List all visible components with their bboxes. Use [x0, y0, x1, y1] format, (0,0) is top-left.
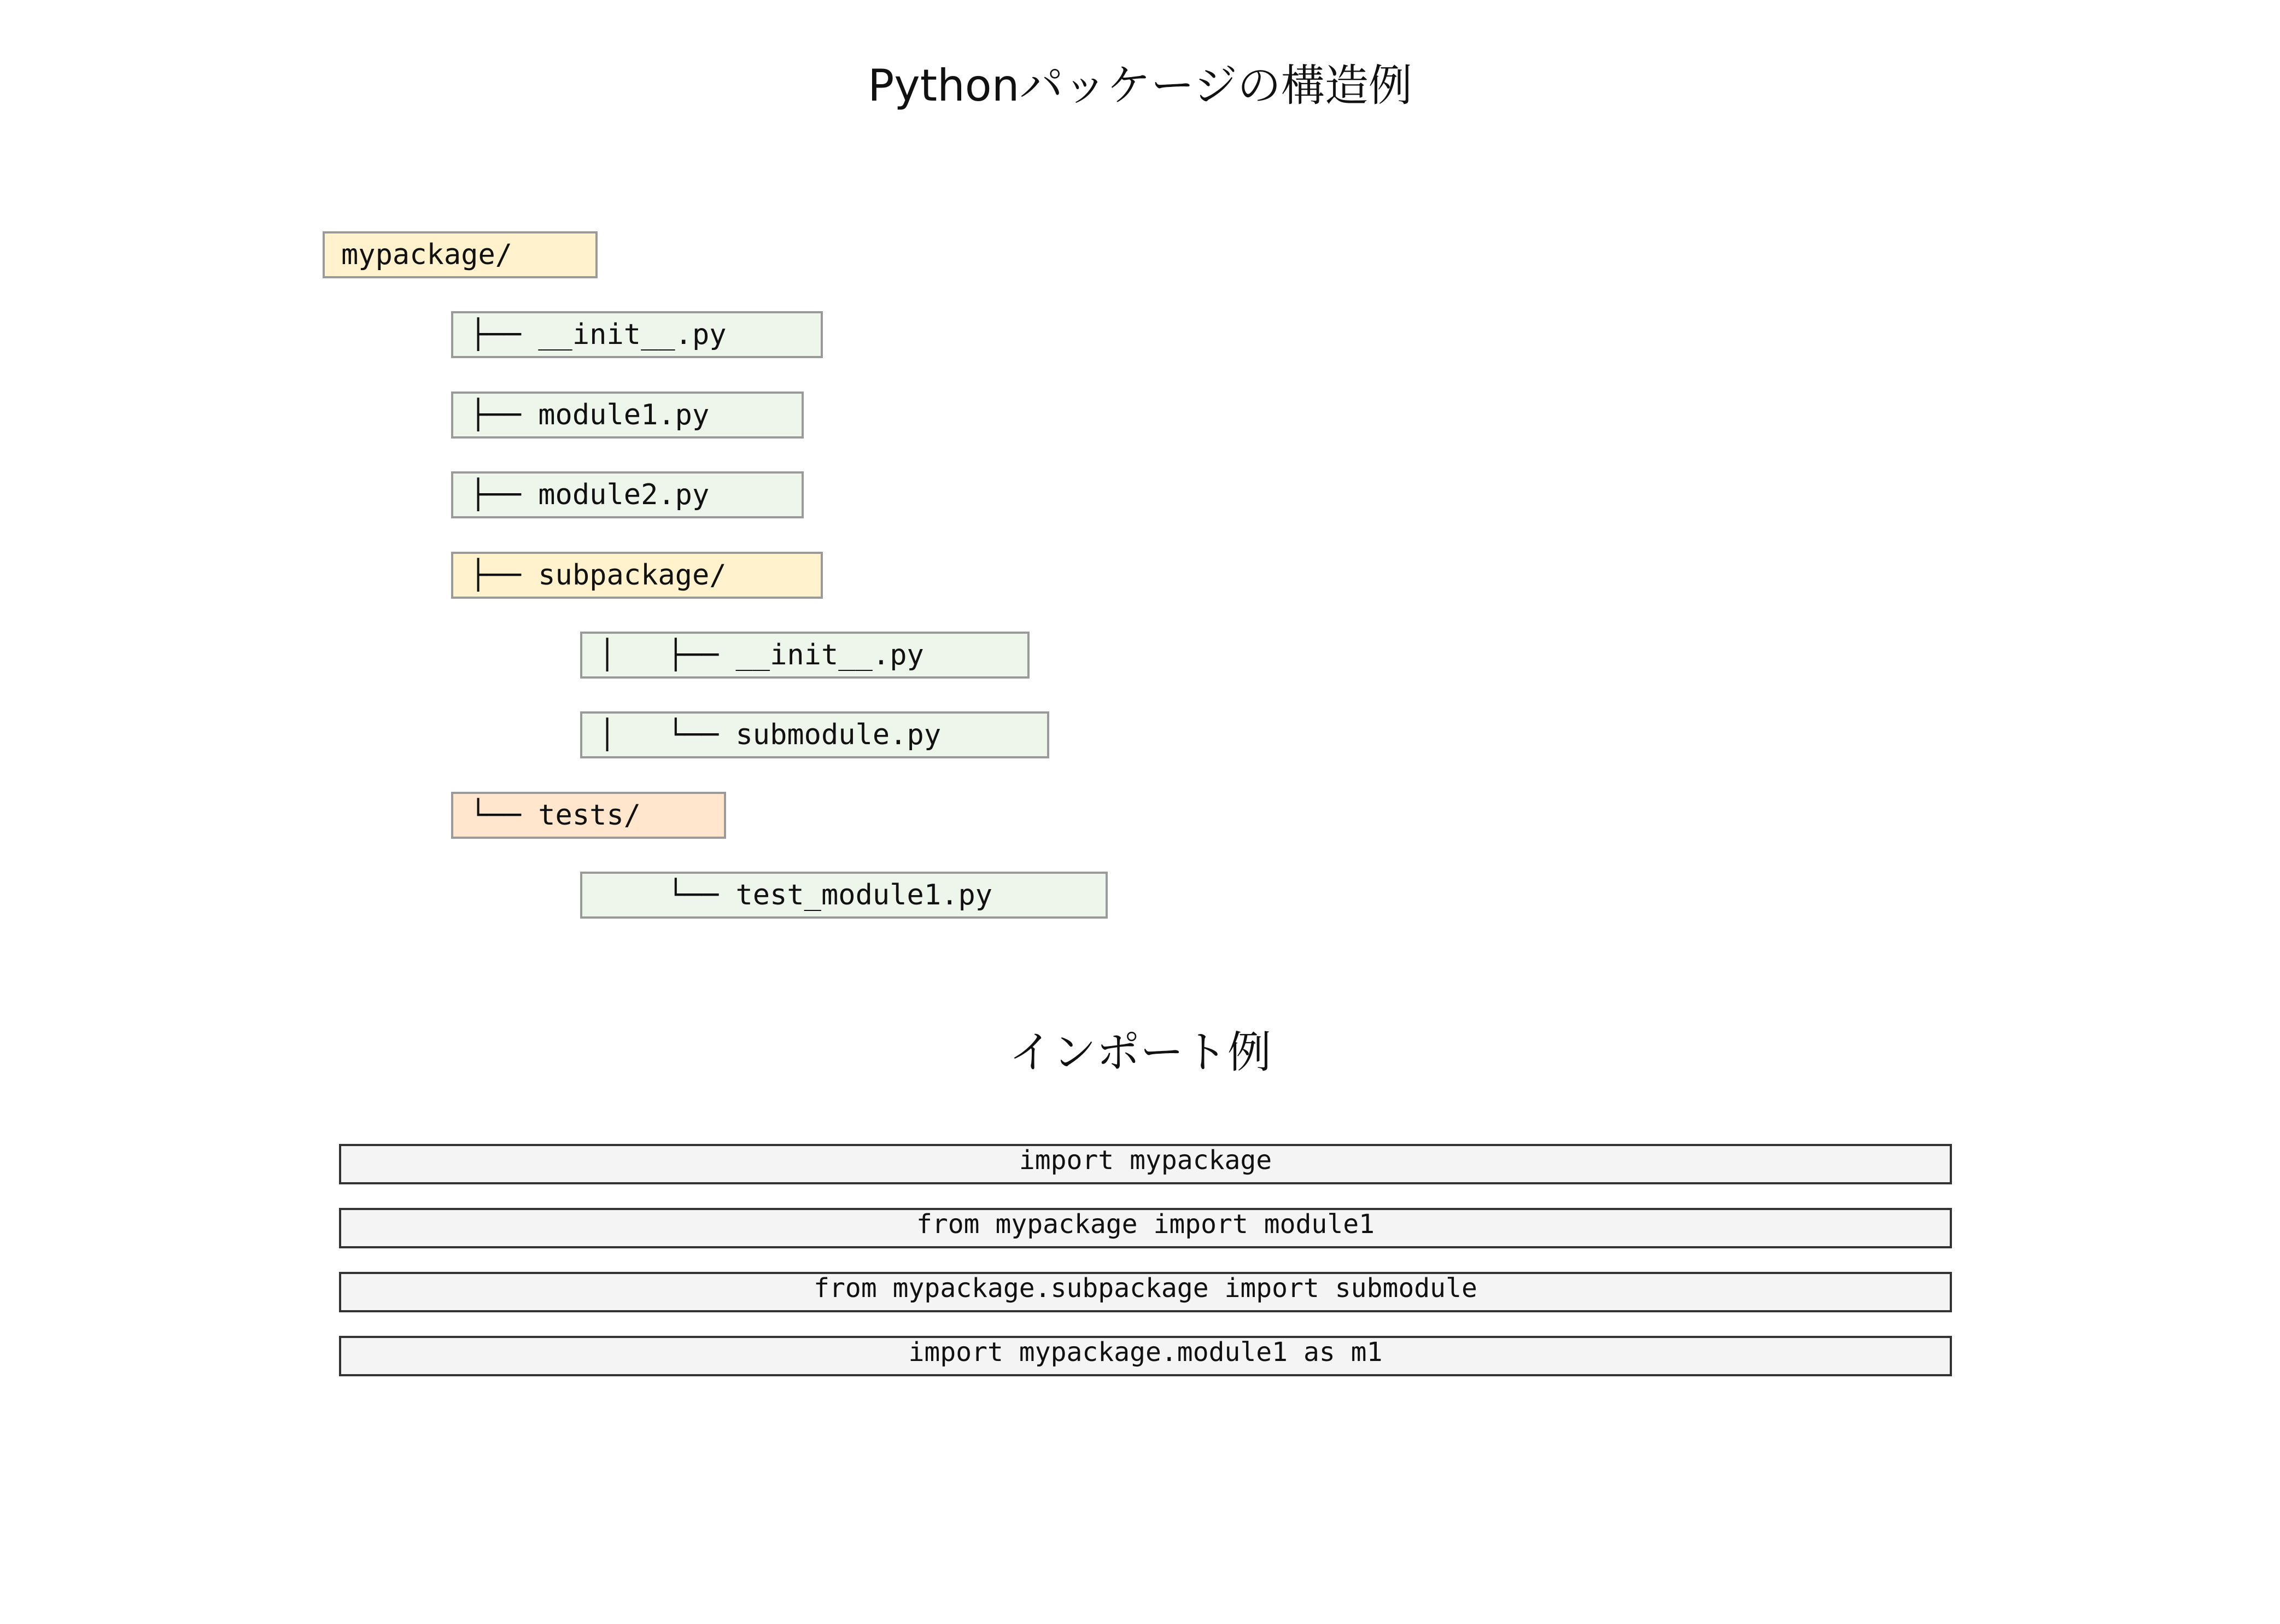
tree-node-submodule: │ └── submodule.py [580, 711, 1049, 758]
diagram-title: Pythonパッケージの構造例 [868, 60, 1412, 111]
import-example-4: import mypackage.module1 as m1 [339, 1336, 1952, 1376]
import-example-3: from mypackage.subpackage import submodule [339, 1272, 1952, 1312]
tree-node-subpackage: ├── subpackage/ [451, 552, 823, 599]
import-example-2: from mypackage import module1 [339, 1208, 1952, 1248]
tree-node-module1: ├── module1.py [451, 392, 804, 439]
tree-node-tests: └── tests/ [451, 792, 726, 839]
tree-node-subpackage-init: │ ├── __init__.py [580, 632, 1030, 679]
import-examples-title: インポート例 [1009, 1027, 1271, 1078]
tree-node-mypackage: mypackage/ [323, 231, 598, 278]
tree-node-init: ├── __init__.py [451, 311, 823, 358]
import-example-1: import mypackage [339, 1144, 1952, 1184]
tree-node-module2: ├── module2.py [451, 471, 804, 518]
tree-node-test-module1: └── test_module1.py [580, 872, 1108, 919]
